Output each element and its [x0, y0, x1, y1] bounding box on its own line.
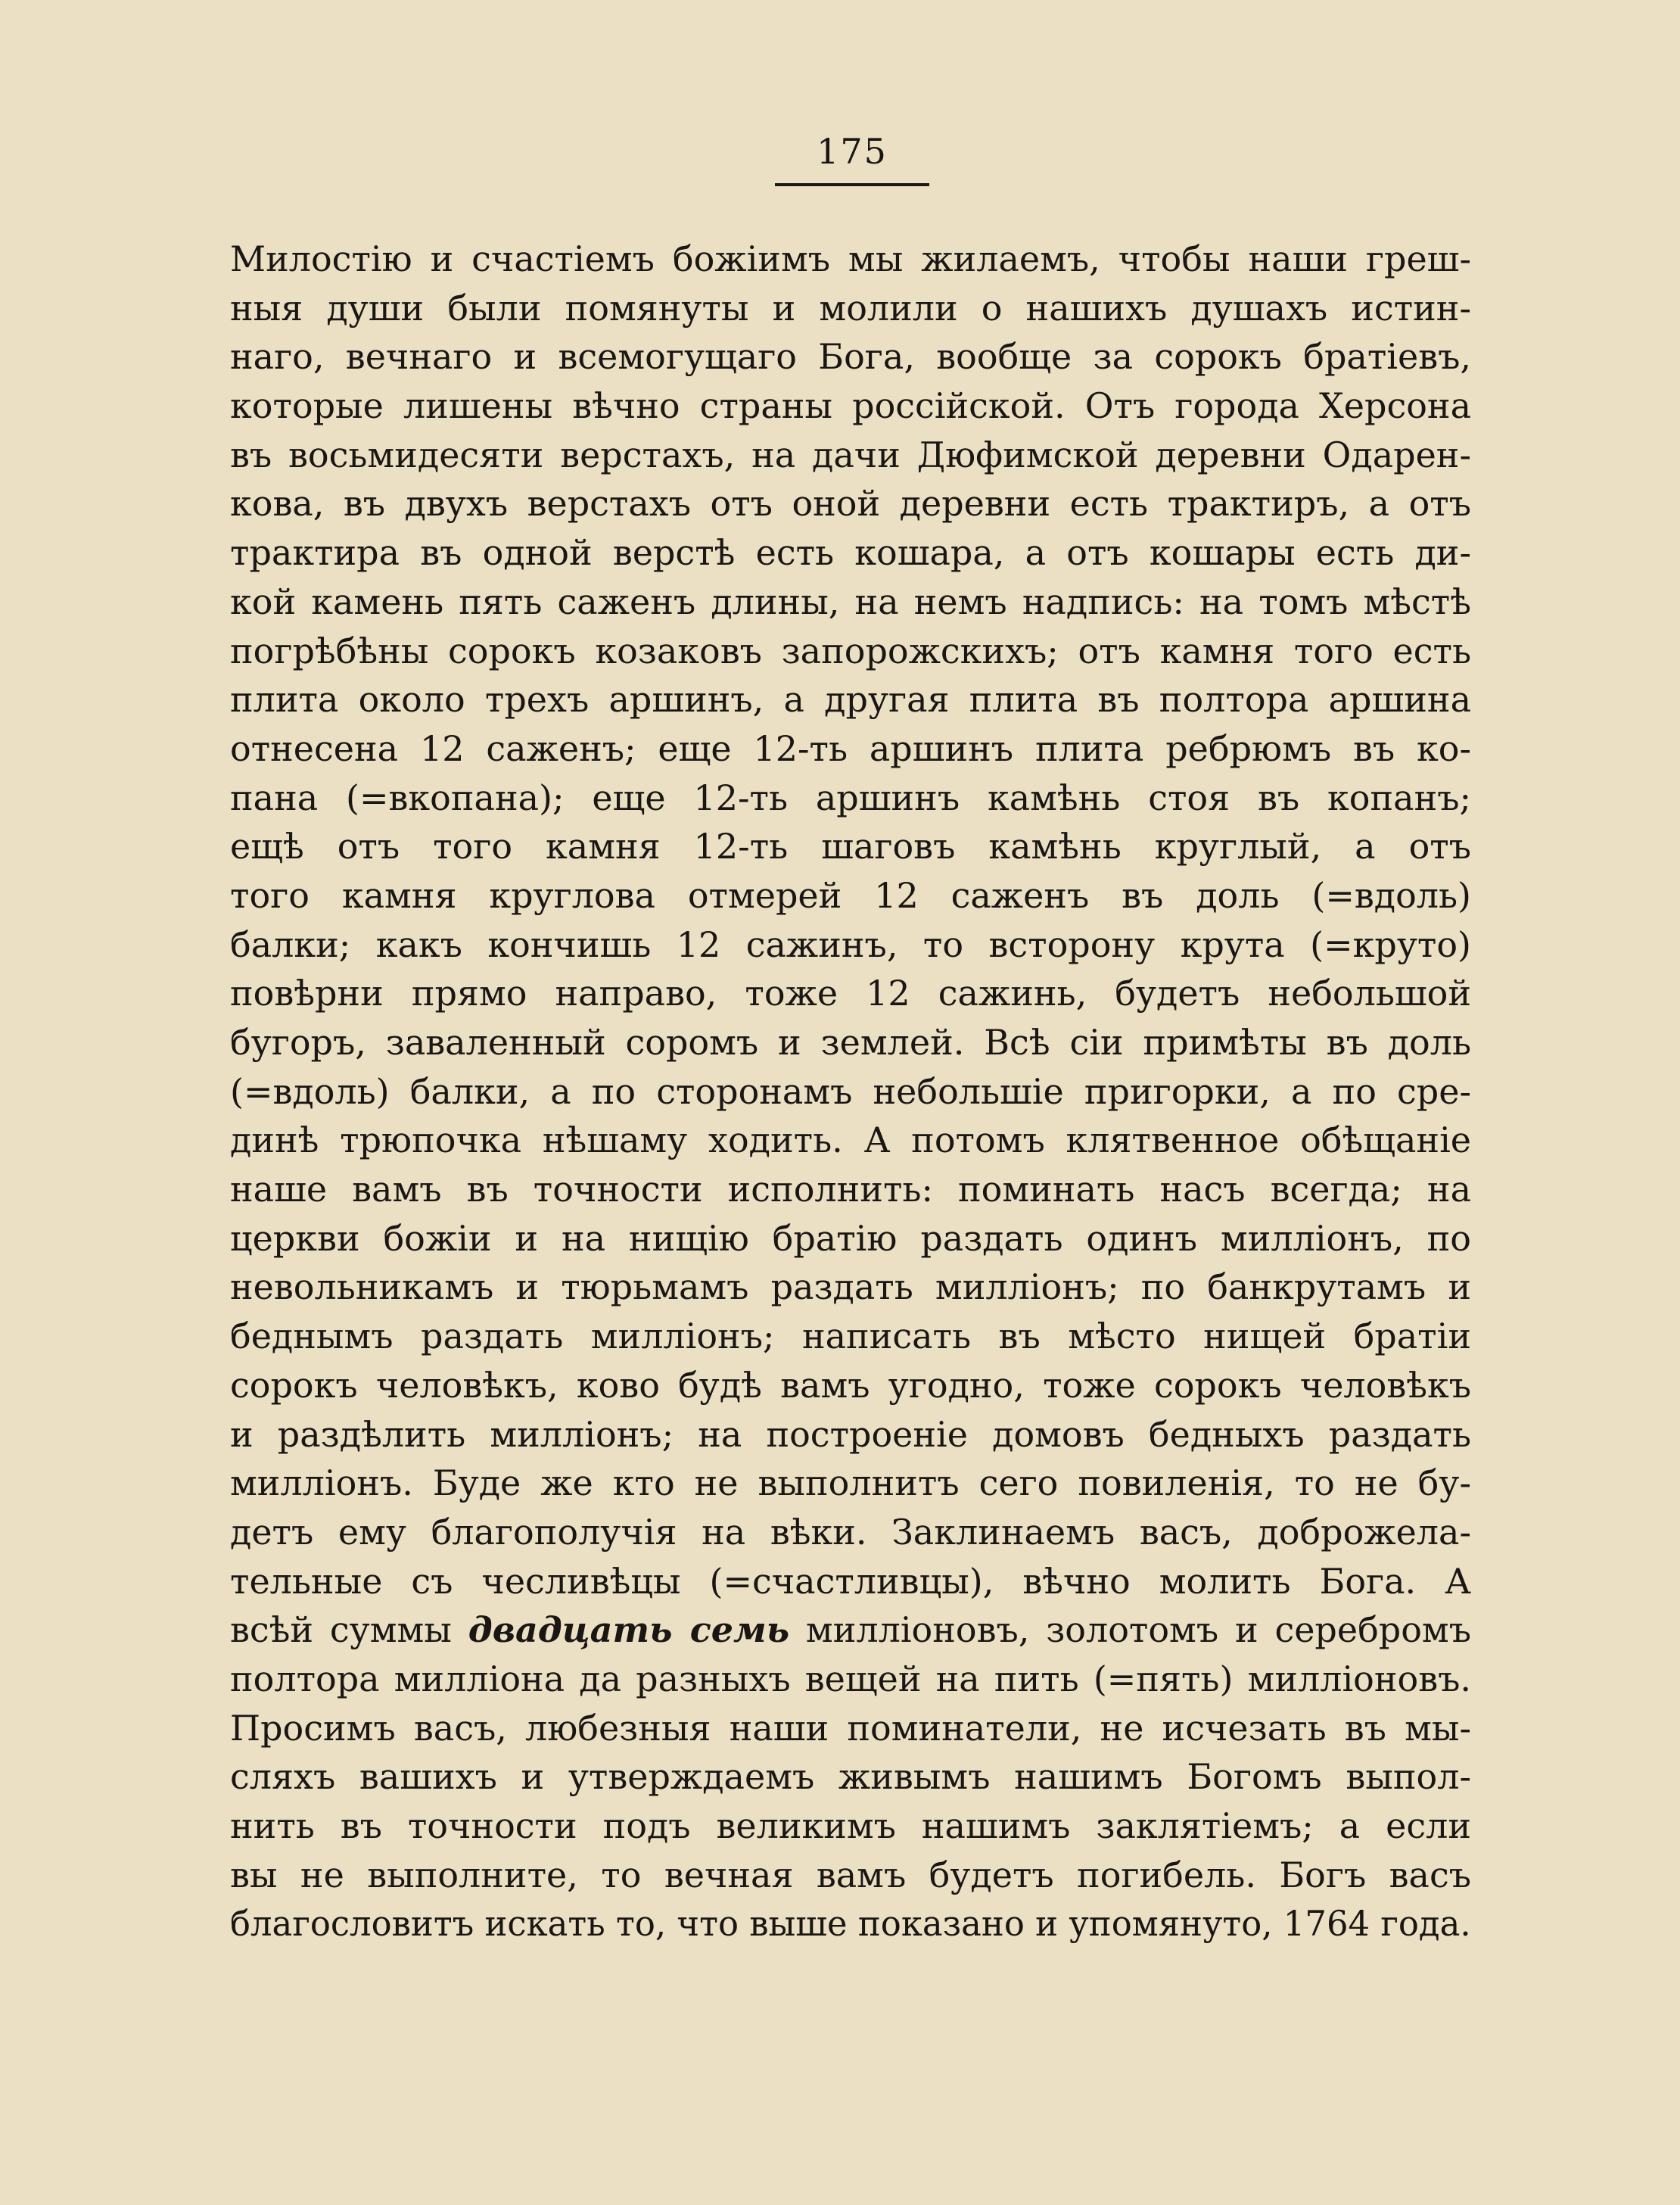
- text-segment: милліоновъ, золотомъ и серебромъ: [789, 1609, 1471, 1651]
- text-line: детъ ему благополучія на вѣки. Заклинаемъ васъ, доброжела-: [230, 1511, 1471, 1553]
- text-line: погрѣбѣны сорокъ козаковъ запорожскихъ; отъ камня того есть: [230, 630, 1471, 671]
- page-number: 175: [817, 131, 888, 172]
- text-line: невольникамъ и тюрьмамъ раздать милліонъ; по банкрутамъ и: [230, 1266, 1471, 1308]
- text-line: благословитъ искать то, что выше показано и упомянуто, 1764 года.: [230, 1903, 1471, 1945]
- text-line: ещѣ отъ того камня 12-ть шаговъ камѣнь круглый, а отъ: [230, 826, 1471, 867]
- text-line: повѣрни прямо направо, тоже 12 сажинь, будетъ небольшой: [230, 973, 1471, 1014]
- text-line: сляхъ вашихъ и утверждаемъ живымъ нашимъ Богомъ выпол-: [230, 1756, 1471, 1798]
- text-line: сорокъ человѣкъ, ково будѣ вамъ угодно, тоже сорокъ человѣкъ: [230, 1364, 1471, 1406]
- text-line: вы не выполните, то вечная вамъ будетъ погибель. Богъ васъ: [230, 1854, 1471, 1895]
- text-line: трактира въ одной верстѣ есть кошара, а отъ кошары есть ди-: [230, 532, 1471, 574]
- text-line: динѣ трюпочка нѣшаму ходить. А потомъ клятвенное обѣщаніе: [230, 1120, 1471, 1161]
- text-line: церкви божіи и на нищію братію раздать одинъ милліонъ, по: [230, 1217, 1471, 1259]
- text-line: (=вдоль) балки, а по сторонамъ небольшіе пригорки, а по сре-: [230, 1070, 1471, 1112]
- text-line: Милостію и счастіемъ божіимъ мы жилаемъ, чтобы наши греш-: [230, 238, 1471, 279]
- text-line: наше вамъ въ точности исполнить: поминать насъ всегда; на: [230, 1169, 1471, 1210]
- page-number-underline: [775, 183, 929, 186]
- text-line: тельные съ чесливѣцы (=счастливцы), вѣчно молить Бога. А: [230, 1560, 1471, 1602]
- text-line: плита около трехъ аршинъ, а другая плита въ полтора аршина: [230, 679, 1471, 721]
- text-segment: всѣй суммы: [230, 1609, 468, 1651]
- text-line: пана (=вкопана); еще 12-ть аршинъ камѣнь стоя въ копанъ;: [230, 777, 1471, 818]
- text-line: милліонъ. Буде же кто не выполнитъ сего повиленія, то не бу-: [230, 1462, 1471, 1504]
- text-line: балки; какъ кончишь 12 сажинъ, то всторону крута (=круто): [230, 923, 1471, 965]
- text-line: кова, въ двухъ верстахъ отъ оной деревни есть трактиръ, а отъ: [230, 483, 1471, 525]
- text-line-emphasis: [230, 1605, 1471, 1655]
- text-line: беднымъ раздать милліонъ; написать въ мѣсто нищей братіи: [230, 1316, 1471, 1357]
- emphasized-phrase: двадцать семь: [468, 1609, 790, 1651]
- text-line: наго, вечнаго и всемогущаго Бога, вообще за сорокъ братіевъ,: [230, 336, 1471, 378]
- text-line: отнесена 12 саженъ; еще 12-ть аршинъ плита ребрюмъ въ ко-: [230, 727, 1471, 769]
- text-line: которые лишены вѣчно страны россійской. Отъ города Херсона: [230, 385, 1471, 427]
- body-text: [230, 235, 1471, 1948]
- text-line: полтора милліона да разныхъ вещей на пить (=пять) милліоновъ.: [230, 1658, 1471, 1699]
- text-line: кой камень пять саженъ длины, на немъ надпись: на томъ мѣстѣ: [230, 581, 1471, 622]
- text-line: Просимъ васъ, любезныя наши поминатели, не исчезать въ мы-: [230, 1707, 1471, 1749]
- text-line: того камня круглова отмерей 12 саженъ въ доль (=вдоль): [230, 874, 1471, 916]
- text-line: бугоръ, заваленный соромъ и землей. Всѣ сіи примѣты въ доль: [230, 1022, 1471, 1063]
- text-line: и раздѣлить милліонъ; на построеніе домовъ бедныхъ раздать: [230, 1413, 1471, 1455]
- text-line: ныя души были помянуты и молили о нашихъ душахъ истин-: [230, 287, 1471, 329]
- text-line: нить въ точности подъ великимъ нашимъ заклятіемъ; а если: [230, 1805, 1471, 1846]
- text-line: въ восьмидесяти верстахъ, на дачи Дюфимской деревни Одарен-: [230, 434, 1471, 475]
